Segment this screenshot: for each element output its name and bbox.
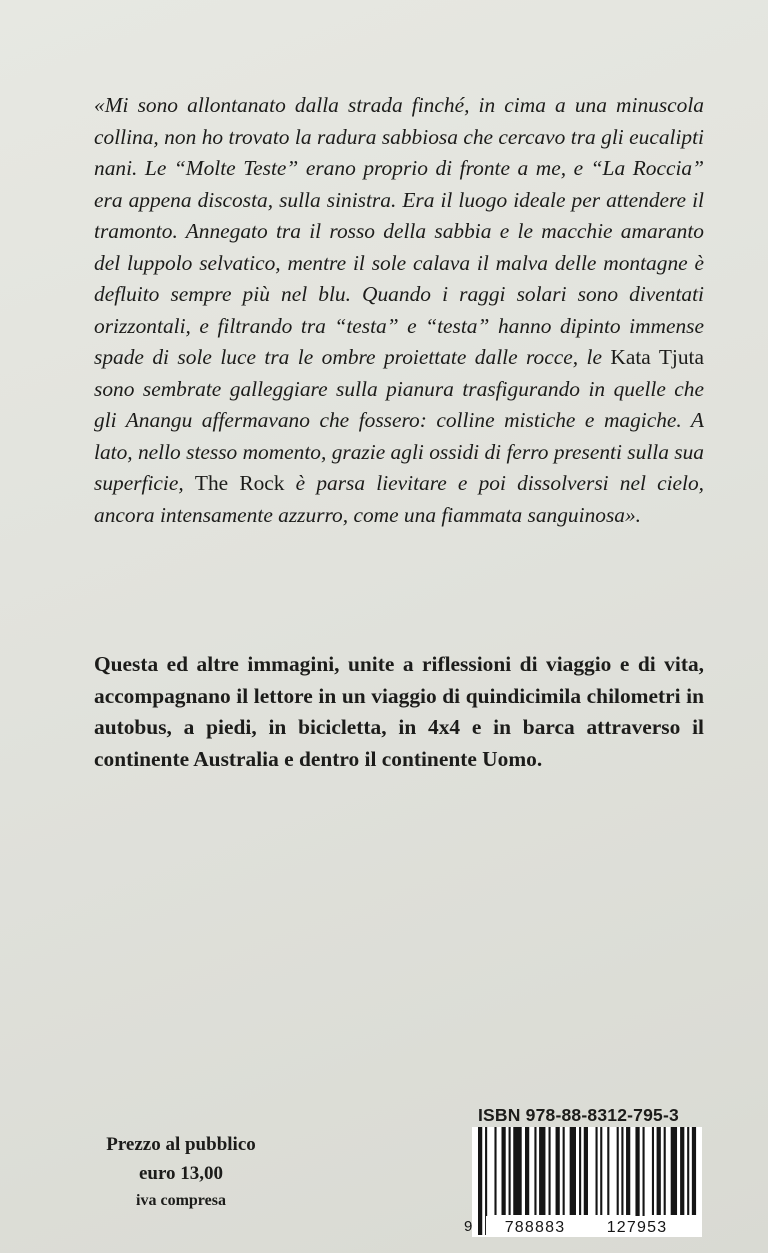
price-label: Prezzo al pubblico [106,1134,256,1155]
barcode-bar [671,1127,677,1215]
barcode-bar [584,1127,588,1215]
barcode-bar [525,1127,529,1215]
barcode-bar [687,1127,689,1215]
barcode-guard-bar [478,1127,482,1235]
isbn-label: ISBN 978-88-8312-795-3 [478,1105,679,1125]
barcode-bar [579,1127,581,1215]
isbn-barcode [462,1127,702,1237]
barcode-bar [657,1127,661,1215]
barcode-bar [549,1127,551,1215]
barcode-bar [692,1127,696,1215]
barcode-bar [680,1127,684,1215]
barcode-bar [664,1127,666,1215]
quote-part-3: è parsa lievitare e poi dissolversi nel cielo, ancora intensamente azzurro, come una fiammata sanguinosa». [94,471,704,527]
barcode-bar [652,1127,654,1215]
quote-part-1: «Mi sono allontanato dalla strada finché, in cima a una minuscola collina, non ho trovato la radura sabbiosa che cercavo tra gli eucalipti nani. Le “Molte Teste” erano proprio di fronte a me, e “La Roccia” era appena discosta, sulla sinistra. Era il luogo ideale per attendere il tramonto. Annegato tra il rosso della sabbia e le macchie amaranto del luppolo selvatico, mentre il sole calava il malva delle montagne è defluito sempre più nel blu. Quando i raggi solari sono diventati orizzontali, e filtrando tra “testa” e “testa” hanno dipinto immense spade di sole luce tra le ombre proiettate dalle rocce, le [94,93,704,369]
barcode-digits-right: 127953 [606,1219,668,1236]
barcode-bar [626,1127,630,1215]
price-tax-note: iva compresa [136,1192,226,1209]
barcode-bar [534,1127,536,1215]
barcode-bar [502,1127,506,1215]
barcode-bar [600,1127,602,1215]
barcode-bar [539,1127,545,1215]
barcode-bar [596,1127,598,1215]
barcode-bar [570,1127,576,1215]
barcode-bar [494,1127,496,1215]
quote-name-kata-tjuta: Kata Tjuta [610,345,704,369]
barcode-bar [621,1127,623,1215]
barcode-bar [563,1127,565,1215]
back-cover-quote [94,90,704,531]
barcode-bar [607,1127,609,1215]
book-blurb: Questa ed altre immagini, unite a riflessioni di viaggio e di vita, accompagnano il lettore in un viaggio di quindicimila chilometri in autobus, a piedi, in bicicletta, in 4x4 e in barca attraverso il continente Australia e dentro il continente Uomo. [94,652,704,771]
quote-name-the-rock: The Rock [194,471,285,495]
quote-part-2: sono sembrate galleggiare sulla pianura trasfigurando in quelle che gli Anangu affermavano che fossero: colline mistiche e magiche. A lato, nello stesso momento, grazie agli ossidi di ferro presenti sulla sua superficie, [94,376,704,495]
barcode-bar [509,1127,511,1215]
barcode-bar [617,1127,619,1215]
barcode-bar [556,1127,560,1215]
barcode-bar [513,1127,521,1215]
price-block [96,1130,266,1214]
barcode-digits-left: 788883 [504,1219,566,1236]
barcode-digit-prefix: 9 [464,1218,473,1235]
price-amount: euro 13,00 [138,1163,224,1184]
